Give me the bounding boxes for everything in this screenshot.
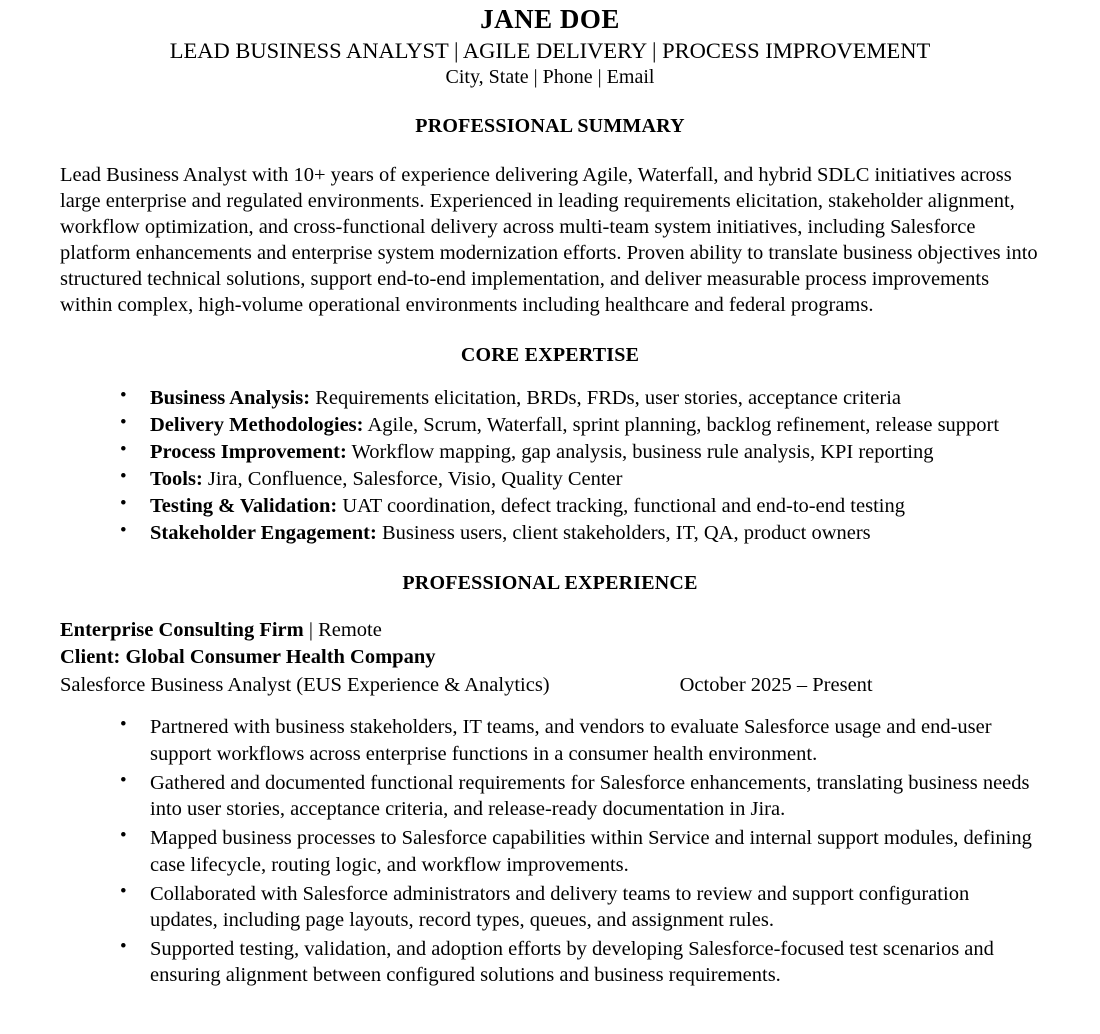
list-item-label: Stakeholder Engagement: <box>150 522 377 545</box>
section-heading-core-expertise: CORE EXPERTISE <box>460 344 640 367</box>
job-dates: October 2025 – Present <box>679 673 873 696</box>
list-item-text: Jira, Confluence, Salesforce, Visio, Quality Center <box>202 468 623 491</box>
list-item-text: Requirements elicitation, BRDs, FRDs, user stories, acceptance criteria <box>310 387 901 410</box>
list-item-label: Testing & Validation: <box>150 495 338 518</box>
list-item-text: Business users, client stakeholders, IT, QA, product owners <box>376 522 871 545</box>
summary-body: Lead Business Analyst with 10+ years of experience delivering Agile, Waterfall, and hybrid SDLC initiatives across large enterprise and regulated environments. Experienced in leading requirements elicitation, stakeholder alignment, workflow optimization, and cross-functional delivery across multi-team system initiatives, including Salesforce platform enhancements and enterprise system modernization efforts. Proven ability to translate business objectives into structured technical solutions, support end-to-end implementation, and deliver measurable process improvements within complex, high-volume operational environments including healthcare and federal programs. <box>60 164 1038 317</box>
role-row <box>60 672 1040 699</box>
list-item-text: UAT coordination, defect tracking, functional and end-to-end testing <box>337 495 905 518</box>
section-heading-experience: PROFESSIONAL EXPERIENCE <box>402 572 698 595</box>
list-item: • Supported testing, validation, and adoption efforts by developing Salesforce-focused test scenarios and ensuring alignment between configured solutions and business requirements. <box>104 936 1040 988</box>
list-item-label: Process Improvement: <box>150 441 347 464</box>
job-title: Salesforce Business Analyst (EUS Experience & Analytics) <box>60 673 550 696</box>
contact-line: City, State | Phone | Email <box>445 66 655 89</box>
list-item: • Gathered and documented functional requirements for Salesforce enhancements, translating business needs into user stories, acceptance criteria, and release-ready documentation in Jira. <box>104 770 1040 822</box>
list-item: • Partnered with business stakeholders, IT teams, and vendors to evaluate Salesforce usage and end-user support workflows across enterprise functions in a consumer health environment. <box>104 714 1040 766</box>
employer-line <box>60 617 1040 644</box>
list-item <box>104 385 1040 411</box>
list-item <box>104 412 1040 438</box>
employer-location: | Remote <box>303 619 382 642</box>
list-item-label: Delivery Methodologies: <box>150 414 364 437</box>
list-item-text: Workflow mapping, gap analysis, business rule analysis, KPI reporting <box>346 441 934 464</box>
list-item <box>104 439 1040 465</box>
core-expertise-list <box>60 385 1040 546</box>
list-item: • Collaborated with Salesforce administrators and delivery teams to review and support configuration updates, including page layouts, record types, queues, and assignment rules. <box>104 881 1040 933</box>
section-heading-summary: PROFESSIONAL SUMMARY <box>415 115 685 138</box>
resume-document <box>0 4 1100 989</box>
job-bullet-list <box>60 714 1040 988</box>
list-item <box>104 520 1040 546</box>
experience-entry <box>60 617 1040 988</box>
list-item <box>104 493 1040 519</box>
headline: LEAD BUSINESS ANALYST | AGILE DELIVERY | PROCESS IMPROVEMENT <box>169 38 931 64</box>
list-item-label: Business Analysis: <box>150 387 311 410</box>
page-title: JANE DOE <box>480 4 620 34</box>
client-name: Client: Global Consumer Health Company <box>60 646 436 669</box>
list-item: • Mapped business processes to Salesforce capabilities within Service and internal support modules, defining case lifecycle, routing logic, and workflow improvements. <box>104 825 1040 877</box>
list-item-label: Tools: <box>150 468 203 491</box>
employer-name: Enterprise Consulting Firm <box>60 619 304 642</box>
list-item <box>104 466 1040 492</box>
list-item-text: Agile, Scrum, Waterfall, sprint planning, backlog refinement, release support <box>363 414 1000 437</box>
